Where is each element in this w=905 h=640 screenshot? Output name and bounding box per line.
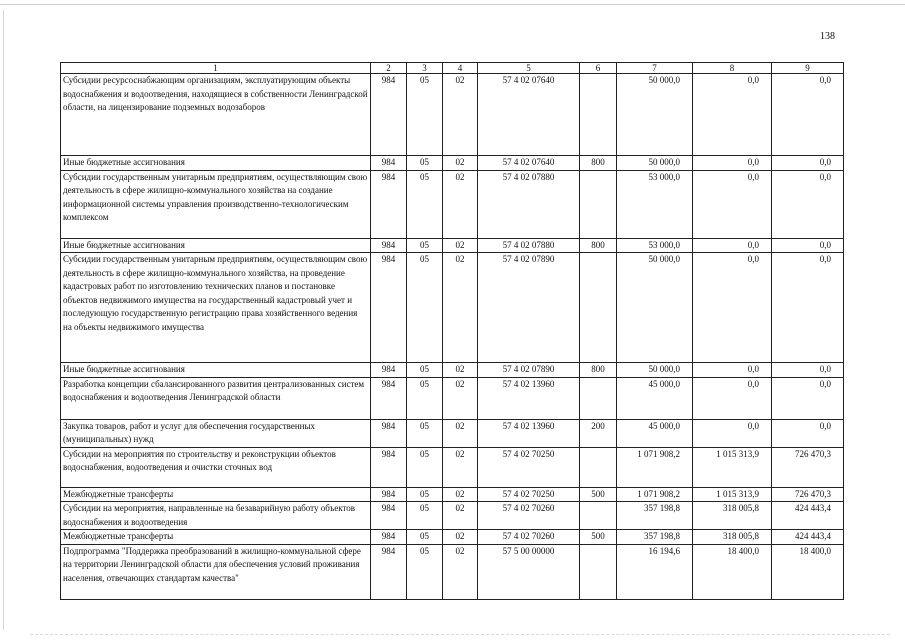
target-article-code: 57 4 02 07880 [478,238,580,253]
amount-col9: 0,0 [772,170,844,238]
column-number: 8 [693,63,772,74]
amount-col7: 1 071 908,2 [617,487,693,502]
ministry-code: 984 [371,170,407,238]
amount-col8: 0,0 [693,74,772,156]
section-code: 05 [407,253,443,363]
amount-col9: 0,0 [772,238,844,253]
subsection-code: 02 [443,487,478,502]
column-number: 2 [371,63,407,74]
row-description: Разработка концепции сбалансированного развития централизованных систем водоснабжения и водоотведения Ленинградской области [61,377,371,419]
row-description: Закупка товаров, работ и услуг для обеспечения государственных (муниципальных) нужд [61,419,371,447]
ministry-code: 984 [371,487,407,502]
ministry-code: 984 [371,544,407,599]
subsection-code: 02 [443,419,478,447]
section-code: 05 [407,544,443,599]
subsection-code: 02 [443,530,478,545]
subsection-code: 02 [443,238,478,253]
scan-edge-top [0,4,905,5]
section-code: 05 [407,74,443,156]
amount-col9: 726 470,3 [772,447,844,487]
row-description: Субсидии государственным унитарным предприятиям, осуществляющим свою деятельность в сфере жилищно-коммунального хозяйства на создание информационной системы управления производственно-технологическим комплексом [61,170,371,238]
amount-col9: 726 470,3 [772,487,844,502]
ministry-code: 984 [371,377,407,419]
expense-type-code: 200 [580,419,617,447]
section-code: 05 [407,363,443,378]
amount-col8: 0,0 [693,238,772,253]
subsection-code: 02 [443,502,478,530]
amount-col8: 0,0 [693,253,772,363]
row-description: Иные бюджетные ассигнования [61,156,371,171]
scan-edge-left [3,10,4,630]
ministry-code: 984 [371,530,407,545]
amount-col7: 45 000,0 [617,419,693,447]
column-number: 5 [478,63,580,74]
ministry-code: 984 [371,156,407,171]
target-article-code: 57 4 02 70250 [478,487,580,502]
table-row [61,253,844,363]
row-description: Иные бюджетные ассигнования [61,363,371,378]
subsection-code: 02 [443,363,478,378]
column-number: 7 [617,63,693,74]
row-description: Подпрограмма "Поддержка преобразований в жилищно-коммунальной сфере на территории Ленинградской области для обеспечения условий проживания населения, отвечающих стандартам качества" [61,544,371,599]
section-code: 05 [407,447,443,487]
row-description: Субсидии ресурсоснабжающим организациям, эксплуатирующим объекты водоснабжения и водоотведения, находящиеся в собственности Ленинградской области, на лицензирование подземных водозаборов [61,74,371,156]
amount-col7: 53 000,0 [617,238,693,253]
column-number: 4 [443,63,478,74]
expense-type-code: 800 [580,238,617,253]
ministry-code: 984 [371,419,407,447]
subsection-code: 02 [443,74,478,156]
ministry-code: 984 [371,253,407,363]
amount-col7: 357 198,8 [617,502,693,530]
expense-type-code [580,253,617,363]
amount-col9: 424 443,4 [772,502,844,530]
amount-col9: 0,0 [772,253,844,363]
expense-type-code: 800 [580,363,617,378]
section-code: 05 [407,238,443,253]
section-code: 05 [407,487,443,502]
amount-col9: 0,0 [772,74,844,156]
target-article-code: 57 5 00 00000 [478,544,580,599]
expense-type-code [580,377,617,419]
amount-col9: 0,0 [772,156,844,171]
section-code: 05 [407,156,443,171]
row-description: Межбюджетные трансферты [61,487,371,502]
amount-col7: 53 000,0 [617,170,693,238]
section-code: 05 [407,530,443,545]
amount-col9: 0,0 [772,363,844,378]
ministry-code: 984 [371,447,407,487]
amount-col7: 50 000,0 [617,253,693,363]
column-number: 9 [772,63,844,74]
amount-col7: 1 071 908,2 [617,447,693,487]
amount-col7: 50 000,0 [617,363,693,378]
table-row [61,377,844,419]
column-number: 1 [61,63,371,74]
subsection-code: 02 [443,156,478,171]
table-row [61,530,844,545]
amount-col8: 318 005,8 [693,502,772,530]
expense-type-code [580,502,617,530]
table-row [61,156,844,171]
amount-col8: 1 015 313,9 [693,487,772,502]
expense-type-code: 800 [580,156,617,171]
table-row [61,419,844,447]
table-row [61,544,844,599]
subsection-code: 02 [443,170,478,238]
amount-col7: 45 000,0 [617,377,693,419]
row-description: Субсидии государственным унитарным предприятиям, осуществляющим свою деятельность в сфере жилищно-коммунального хозяйства, на проведение кадастровых работ по изготовлению технических планов и постановке объектов недвижимого имущества на государственный кадастровый учет и последующую государственную регистрацию права хозяйственного ведения на объекты недвижимого имущества [61,253,371,363]
amount-col8: 0,0 [693,170,772,238]
column-number: 3 [407,63,443,74]
table-row [61,487,844,502]
amount-col9: 0,0 [772,419,844,447]
target-article-code: 57 4 02 07890 [478,253,580,363]
row-description: Субсидии на мероприятия по строительству и реконструкции объектов водоснабжения, водоотведения и очистки сточных вод [61,447,371,487]
row-description: Межбюджетные трансферты [61,530,371,545]
table-row [61,238,844,253]
amount-col7: 50 000,0 [617,74,693,156]
expense-type-code [580,544,617,599]
amount-col8: 0,0 [693,377,772,419]
ministry-code: 984 [371,502,407,530]
amount-col8: 1 015 313,9 [693,447,772,487]
expense-type-code [580,447,617,487]
expense-type-code: 500 [580,487,617,502]
section-code: 05 [407,502,443,530]
amount-col9: 0,0 [772,377,844,419]
budget-table [60,62,844,600]
row-description: Субсидии на мероприятия, направленные на безаварийную работу объектов водоснабжения и водоотведения [61,502,371,530]
target-article-code: 57 4 02 13960 [478,377,580,419]
target-article-code: 57 4 02 07880 [478,170,580,238]
table-row [61,363,844,378]
target-article-code: 57 4 02 70260 [478,502,580,530]
section-code: 05 [407,419,443,447]
expense-type-code [580,74,617,156]
table-row [61,170,844,238]
section-code: 05 [407,377,443,419]
amount-col8: 0,0 [693,156,772,171]
table-row [61,447,844,487]
section-code: 05 [407,170,443,238]
subsection-code: 02 [443,253,478,363]
amount-col9: 18 400,0 [772,544,844,599]
subsection-code: 02 [443,544,478,599]
amount-col8: 0,0 [693,363,772,378]
target-article-code: 57 4 02 70260 [478,530,580,545]
row-description: Иные бюджетные ассигнования [61,238,371,253]
amount-col9: 424 443,4 [772,530,844,545]
amount-col7: 357 198,8 [617,530,693,545]
column-number: 6 [580,63,617,74]
target-article-code: 57 4 02 07890 [478,363,580,378]
target-article-code: 57 4 02 13960 [478,419,580,447]
amount-col7: 50 000,0 [617,156,693,171]
table-row [61,502,844,530]
amount-col8: 318 005,8 [693,530,772,545]
ministry-code: 984 [371,74,407,156]
amount-col7: 16 194,6 [617,544,693,599]
column-number-row [61,63,844,74]
target-article-code: 57 4 02 07640 [478,74,580,156]
expense-type-code [580,170,617,238]
amount-col8: 18 400,0 [693,544,772,599]
scan-edge-bottom [30,634,890,635]
table-row [61,74,844,156]
target-article-code: 57 4 02 70250 [478,447,580,487]
subsection-code: 02 [443,377,478,419]
page-number: 138 [820,31,835,42]
target-article-code: 57 4 02 07640 [478,156,580,171]
ministry-code: 984 [371,363,407,378]
amount-col8: 0,0 [693,419,772,447]
subsection-code: 02 [443,447,478,487]
ministry-code: 984 [371,238,407,253]
expense-type-code: 500 [580,530,617,545]
